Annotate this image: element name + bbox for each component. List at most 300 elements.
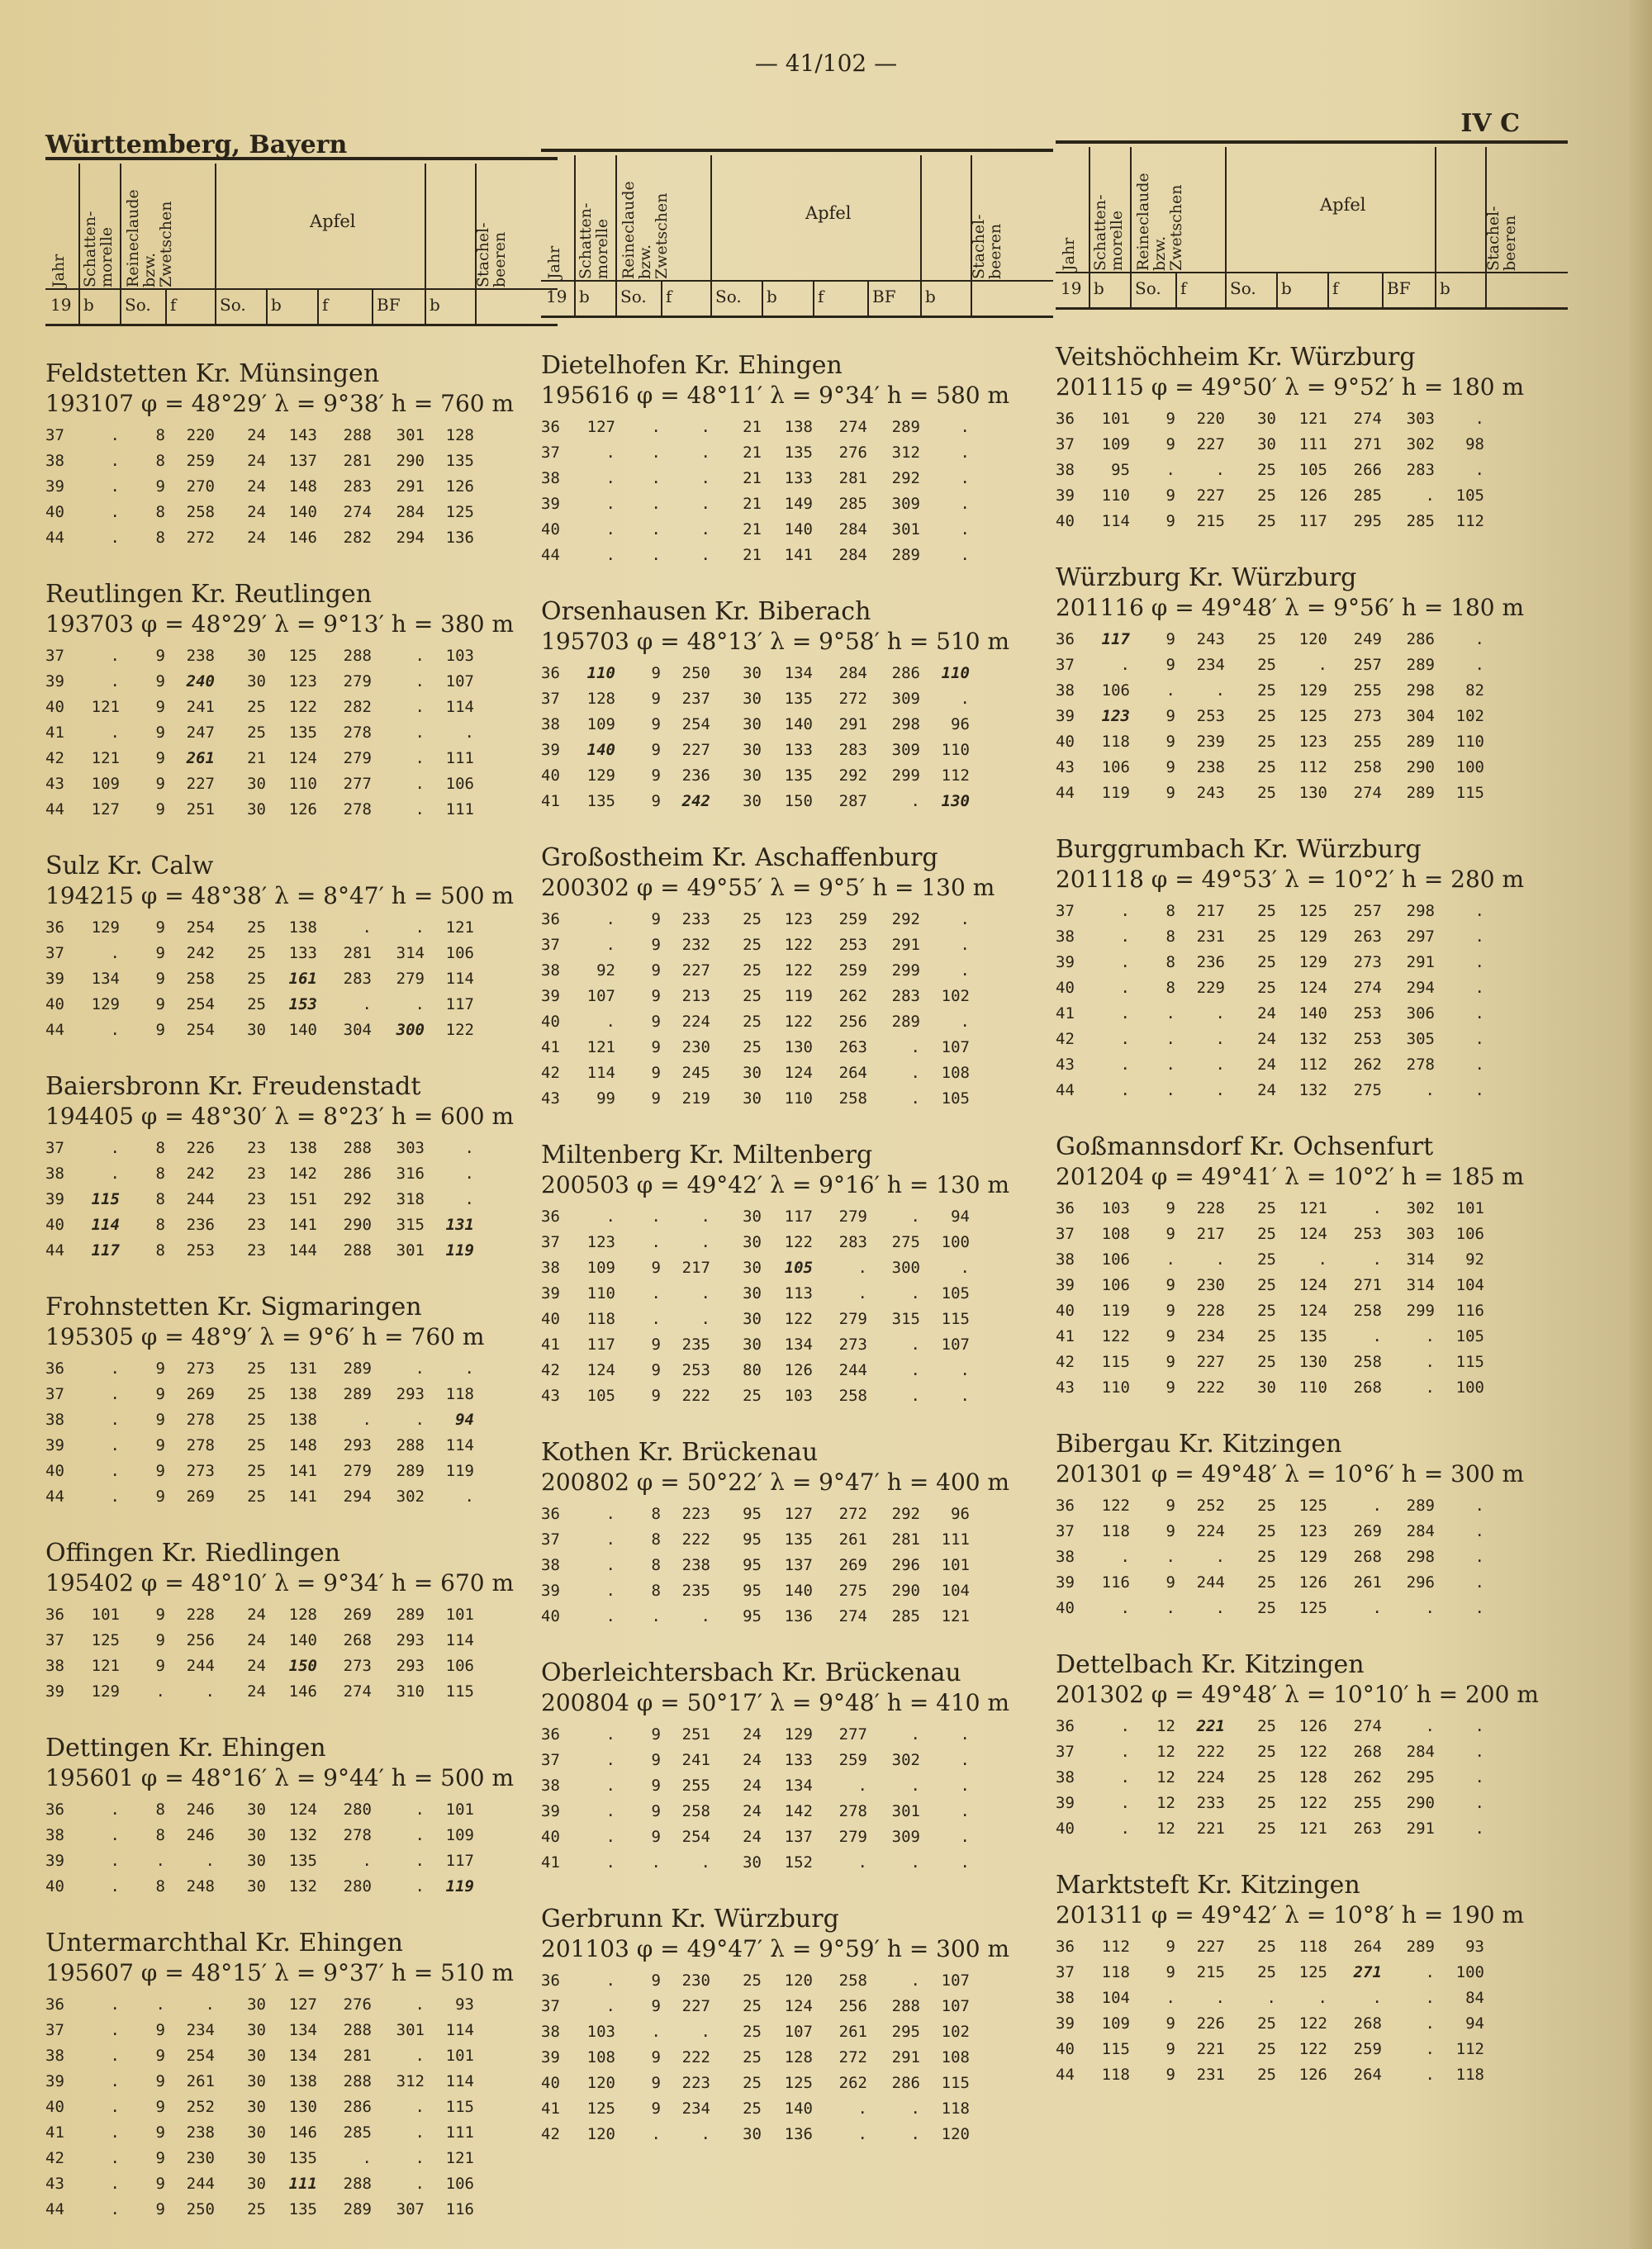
table-row <box>1056 457 1484 482</box>
table-cell: . <box>605 494 615 513</box>
station-table <box>541 906 970 1111</box>
table-cell: 9 <box>155 723 165 742</box>
table-cell: 8 <box>155 1215 165 1234</box>
table-cell: 126 <box>288 799 317 818</box>
table-cell: . <box>1425 1962 1435 1981</box>
table-cell: 285 <box>343 2123 372 2142</box>
table-cell: 126 <box>1298 486 1327 505</box>
station-block <box>541 843 1053 1111</box>
table-row <box>1056 2062 1484 2087</box>
table-cell: 253 <box>681 1360 710 1379</box>
table-cell: 150 <box>288 1656 317 1675</box>
table-row <box>45 1796 474 1822</box>
table-cell: . <box>960 1750 970 1769</box>
table-cell: 9 <box>651 1827 661 1846</box>
table-cell: 259 <box>838 1750 867 1769</box>
table-cell: 25 <box>1257 732 1276 751</box>
table-cell: 309 <box>891 740 920 759</box>
table-cell: 30 <box>247 671 266 690</box>
table-cell: 135 <box>288 2148 317 2167</box>
table-cell: 288 <box>343 2174 372 2193</box>
header-sub-label: f <box>1180 278 1187 298</box>
table-cell: 9 <box>1165 2039 1175 2058</box>
table-cell: 288 <box>343 425 372 444</box>
table-cell: 107 <box>941 1037 970 1056</box>
table-cell: 259 <box>186 451 215 470</box>
table-row <box>45 1135 474 1160</box>
table-cell: 283 <box>343 477 372 496</box>
table-cell: 36 <box>45 1800 64 1819</box>
table-cell: 314 <box>396 943 425 962</box>
table-cell: 286 <box>891 663 920 682</box>
table-cell: 9 <box>1165 655 1175 674</box>
table-cell: 24 <box>1257 1080 1276 1099</box>
table-cell: 112 <box>1455 2039 1484 2058</box>
table-cell: 281 <box>838 468 867 487</box>
table-cell: 121 <box>941 1606 970 1625</box>
table-cell: . <box>415 1359 425 1378</box>
table-cell: 9 <box>155 1630 165 1649</box>
table-cell: . <box>605 1853 615 1872</box>
table-cell: 116 <box>445 2199 474 2218</box>
table-cell: 289 <box>891 1012 920 1031</box>
table-cell: 252 <box>1196 1496 1225 1515</box>
table-cell: 9 <box>1165 629 1175 648</box>
table-cell: 291 <box>891 2047 920 2066</box>
table-row <box>45 2171 474 2196</box>
table-cell: . <box>605 1530 615 1549</box>
table-cell: 41 <box>541 2099 560 2118</box>
station-name: Sulz Kr. Calw <box>45 852 214 880</box>
table-cell: 272 <box>186 528 215 547</box>
table-cell: 107 <box>445 671 474 690</box>
table-cell: 143 <box>288 425 317 444</box>
table-cell: 104 <box>1455 1275 1484 1294</box>
table-cell: 37 <box>541 1750 560 1769</box>
table-cell: 135 <box>784 766 813 785</box>
table-cell: 289 <box>1406 655 1435 674</box>
table-cell: 30 <box>247 774 266 793</box>
table-cell: 9 <box>651 689 661 708</box>
table-cell: 121 <box>1298 1819 1327 1838</box>
table-cell: 30 <box>247 2148 266 2167</box>
table-cell: 38 <box>541 961 560 980</box>
table-cell: 24 <box>743 1827 762 1846</box>
table-row <box>541 932 970 957</box>
table-row <box>45 1381 474 1407</box>
table-cell: 93 <box>455 1995 474 2014</box>
table-cell: . <box>205 1995 215 2014</box>
table-row <box>1056 1985 1484 2010</box>
table-cell: 115 <box>445 2097 474 2116</box>
table-cell: 101 <box>1101 409 1130 428</box>
table-cell: 9 <box>1165 2014 1175 2033</box>
table-cell: 289 <box>1406 783 1435 802</box>
table-cell: 36 <box>1056 1496 1075 1515</box>
table-cell: . <box>1372 1250 1382 1269</box>
table-cell: 138 <box>784 417 813 436</box>
table-cell: 224 <box>681 1012 710 1031</box>
table-cell: 222 <box>1196 1378 1225 1397</box>
station-table <box>541 1203 970 1408</box>
table-cell: 125 <box>784 2073 813 2092</box>
table-cell: 309 <box>891 494 920 513</box>
table-cell: 129 <box>784 1725 813 1744</box>
table-cell: 254 <box>186 918 215 937</box>
table-cell: 253 <box>1196 706 1225 725</box>
table-cell: . <box>464 1359 474 1378</box>
table-cell: 300 <box>891 1258 920 1277</box>
table-cell: . <box>960 1776 970 1795</box>
table-cell: 40 <box>1056 978 1075 997</box>
header-sub-label: b <box>1281 278 1292 298</box>
table-cell: 229 <box>1196 978 1225 997</box>
table-cell: 115 <box>1101 1352 1130 1371</box>
header-sub-label: So. <box>1230 278 1256 298</box>
table-cell: . <box>110 425 120 444</box>
table-cell: 261 <box>838 1530 867 1549</box>
table-cell: 38 <box>1056 460 1075 479</box>
table-cell: 114 <box>445 969 474 988</box>
table-cell: 288 <box>343 646 372 665</box>
table-cell: 106 <box>1101 757 1130 776</box>
table-cell: . <box>605 1581 615 1600</box>
table-cell: 106 <box>1101 1250 1130 1269</box>
table-cell: 23 <box>247 1241 266 1260</box>
table-cell: . <box>1215 1055 1225 1074</box>
header-divider <box>425 164 426 325</box>
table-row <box>541 1034 970 1060</box>
table-row <box>1056 1195 1484 1221</box>
table-cell: 25 <box>1257 2065 1276 2084</box>
table-row <box>541 1798 970 1824</box>
station-table <box>45 1601 474 1704</box>
table-cell: . <box>960 1827 970 1846</box>
table-cell: 24 <box>1257 1004 1276 1022</box>
table-cell: . <box>155 1682 165 1701</box>
table-row <box>1056 626 1484 652</box>
station-coordinates: 201311 φ = 49°42′ λ = 10°8′ h = 190 m <box>1056 1901 1525 1929</box>
table-cell: . <box>1120 1029 1130 1048</box>
table-row <box>541 1552 970 1578</box>
table-cell: . <box>910 2124 920 2143</box>
table-cell: 102 <box>1455 706 1484 725</box>
table-cell: 273 <box>186 1461 215 1480</box>
table-cell: 274 <box>1353 409 1382 428</box>
table-cell: . <box>415 697 425 716</box>
table-row <box>1056 508 1484 534</box>
table-cell: 121 <box>1298 1198 1327 1217</box>
table-cell: 279 <box>343 671 372 690</box>
table-cell: 224 <box>1196 1521 1225 1540</box>
table-cell: 119 <box>784 986 813 1005</box>
table-cell: 213 <box>681 986 710 1005</box>
table-cell: 41 <box>541 1853 560 1872</box>
station-block <box>1056 835 1568 1103</box>
table-cell: 25 <box>247 943 266 962</box>
table-cell: 120 <box>784 1971 813 1990</box>
table-cell: 126 <box>445 477 474 496</box>
header-jahr: Jahr <box>545 245 563 279</box>
table-cell: 231 <box>1196 2065 1225 2084</box>
table-cell: 9 <box>1165 1521 1175 1540</box>
table-cell: 118 <box>586 1309 615 1328</box>
station-name: Oberleichtersbach Kr. Brückenau <box>541 1658 961 1687</box>
table-cell: 275 <box>891 1232 920 1251</box>
header-sub-label: f <box>170 295 177 315</box>
table-cell: 283 <box>343 969 372 988</box>
table-cell: 30 <box>247 2020 266 2039</box>
table-cell: 41 <box>1056 1326 1075 1345</box>
table-cell: 254 <box>681 714 710 733</box>
table-cell: . <box>1215 1988 1225 2007</box>
table-cell: 290 <box>891 1581 920 1600</box>
table-cell: 141 <box>288 1461 317 1480</box>
table-cell: 39 <box>541 740 560 759</box>
table-cell: 25 <box>1257 1598 1276 1617</box>
table-cell: 37 <box>541 1232 560 1251</box>
table-row <box>541 1306 970 1331</box>
table-cell: 21 <box>743 494 762 513</box>
table-cell: 138 <box>288 1410 317 1429</box>
table-cell: . <box>1120 978 1130 997</box>
table-cell: 23 <box>247 1215 266 1234</box>
table-cell: . <box>700 468 710 487</box>
station-table <box>541 660 970 814</box>
table-cell: 283 <box>891 986 920 1005</box>
table-cell: 301 <box>891 520 920 539</box>
table-cell: . <box>605 909 615 928</box>
table-cell: 44 <box>45 1241 64 1260</box>
header-sub-label: b <box>271 295 282 315</box>
table-cell: 151 <box>288 1189 317 1208</box>
table-row <box>1056 1933 1484 1959</box>
table-cell: 112 <box>1455 511 1484 530</box>
table-cell: . <box>960 443 970 462</box>
table-cell: 141 <box>288 1487 317 1506</box>
table-cell: 43 <box>541 1089 560 1108</box>
table-cell: 38 <box>1056 1988 1075 2007</box>
table-cell: 251 <box>681 1725 710 1744</box>
table-cell: 273 <box>1353 952 1382 971</box>
table-cell: 105 <box>941 1283 970 1302</box>
table-cell: 215 <box>1196 1962 1225 1981</box>
table-cell: 118 <box>1101 732 1130 751</box>
table-cell: . <box>415 2148 425 2167</box>
table-cell: 269 <box>343 1605 372 1624</box>
table-row <box>1056 1272 1484 1298</box>
header-divider <box>1130 147 1132 309</box>
table-row <box>541 2121 970 2147</box>
header-bottom-rule <box>45 324 558 326</box>
table-cell: 279 <box>838 1207 867 1226</box>
table-cell: 9 <box>1165 1962 1175 1981</box>
table-cell: 37 <box>1056 1224 1075 1243</box>
table-cell: 137 <box>784 1827 813 1846</box>
table-cell: 21 <box>743 417 762 436</box>
table-cell: 115 <box>1455 783 1484 802</box>
table-cell: 237 <box>681 689 710 708</box>
table-cell: 152 <box>784 1853 813 1872</box>
table-cell: 38 <box>1056 1250 1075 1269</box>
table-cell: . <box>605 1971 615 1990</box>
table-cell: 9 <box>155 748 165 767</box>
table-cell: 23 <box>247 1189 266 1208</box>
table-cell: . <box>700 494 710 513</box>
table-cell: 100 <box>1455 1378 1484 1397</box>
table-cell: 117 <box>1298 511 1327 530</box>
table-cell: 118 <box>941 2099 970 2118</box>
table-cell: 43 <box>541 1386 560 1405</box>
table-row <box>541 1967 970 1993</box>
table-cell: 284 <box>838 663 867 682</box>
header-sub-label: f <box>1332 278 1339 298</box>
table-cell: 150 <box>784 791 813 810</box>
station-block <box>1056 563 1568 805</box>
table-cell: 24 <box>743 1776 762 1795</box>
table-cell: . <box>110 477 120 496</box>
table-row <box>1056 482 1484 508</box>
table-cell: 262 <box>838 2073 867 2092</box>
table-cell: 271 <box>1353 434 1382 453</box>
station-name: Veitshöchheim Kr. Würzburg <box>1056 343 1416 372</box>
table-cell: . <box>415 1800 425 1819</box>
table-cell: 36 <box>1056 409 1075 428</box>
table-cell: 25 <box>247 1435 266 1454</box>
table-cell: . <box>960 1258 970 1277</box>
table-cell: . <box>910 1335 920 1354</box>
table-cell: 25 <box>1257 927 1276 946</box>
table-row <box>45 796 474 822</box>
table-cell: 129 <box>91 918 120 937</box>
table-cell: 124 <box>586 1360 615 1379</box>
table-cell: 96 <box>951 714 970 733</box>
table-cell: 136 <box>784 1606 813 1625</box>
table-cell: 30 <box>247 2071 266 2090</box>
table-cell: 9 <box>651 791 661 810</box>
table-cell: 258 <box>186 969 215 988</box>
table-cell: 9 <box>155 2097 165 2116</box>
table-cell: 30 <box>743 1309 762 1328</box>
table-cell: 133 <box>784 740 813 759</box>
header-sub-label: f <box>666 287 672 306</box>
table-cell: . <box>1372 1198 1382 1217</box>
table-cell: 247 <box>186 723 215 742</box>
table-cell: 125 <box>586 2099 615 2118</box>
table-cell: . <box>362 1851 372 1870</box>
table-row <box>45 914 474 940</box>
column-2 <box>541 149 1053 2147</box>
table-cell: . <box>110 1410 120 1429</box>
table-cell: 110 <box>1101 486 1130 505</box>
table-row <box>541 1526 970 1552</box>
table-cell: . <box>110 2174 120 2193</box>
table-cell: 37 <box>45 1384 64 1403</box>
table-cell: 121 <box>445 918 474 937</box>
table-cell: . <box>1425 1080 1435 1099</box>
table-cell: 222 <box>681 2047 710 2066</box>
table-cell: 9 <box>651 1258 661 1277</box>
table-row <box>1056 1569 1484 1595</box>
table-cell: 125 <box>1298 706 1327 725</box>
table-cell: . <box>110 2020 120 2039</box>
table-cell: . <box>155 1995 165 2014</box>
table-cell: . <box>415 799 425 818</box>
station-table <box>1056 898 1484 1103</box>
table-cell: 40 <box>1056 1819 1075 1838</box>
table-cell: 137 <box>784 1555 813 1574</box>
header-sub-label: 19 <box>1061 278 1082 298</box>
table-cell: 278 <box>343 1825 372 1844</box>
table-cell: 115 <box>445 1682 474 1701</box>
table-cell: 161 <box>288 969 317 988</box>
table-cell: 9 <box>651 935 661 954</box>
table-cell: 38 <box>45 1825 64 1844</box>
table-cell: 274 <box>1353 978 1382 997</box>
table-cell: 289 <box>396 1605 425 1624</box>
table-cell: 109 <box>586 714 615 733</box>
header-stachelbeeren: Stachel- beeren <box>1484 206 1519 271</box>
table-cell: 40 <box>541 1606 560 1625</box>
table-cell: 42 <box>1056 1029 1075 1048</box>
table-row <box>45 1483 474 1509</box>
table-cell: 114 <box>445 1630 474 1649</box>
table-cell: 227 <box>186 774 215 793</box>
table-cell: 287 <box>838 791 867 810</box>
table-cell: 111 <box>445 799 474 818</box>
table-cell: 278 <box>343 799 372 818</box>
table-cell: 36 <box>541 663 560 682</box>
table-cell: . <box>651 1232 661 1251</box>
table-cell: 44 <box>45 1487 64 1506</box>
table-cell: 43 <box>45 774 64 793</box>
table-cell: . <box>1215 1004 1225 1022</box>
station-name: Untermarchthal Kr. Ehingen <box>45 1929 403 1957</box>
table-cell: 262 <box>1353 1767 1382 1786</box>
table-row <box>541 957 970 983</box>
table-cell: 121 <box>91 697 120 716</box>
table-cell: 290 <box>1406 1793 1435 1812</box>
table-cell: 12 <box>1156 1793 1175 1812</box>
table-cell: 295 <box>1353 511 1382 530</box>
table-cell: 235 <box>681 1335 710 1354</box>
table-cell: 112 <box>1298 1055 1327 1074</box>
table-cell: 222 <box>681 1386 710 1405</box>
table-cell: 42 <box>541 2124 560 2143</box>
table-cell: . <box>651 1853 661 1872</box>
table-cell: . <box>700 1232 710 1251</box>
table-cell: 301 <box>891 1801 920 1820</box>
table-cell: 224 <box>1196 1767 1225 1786</box>
table-cell: . <box>1474 460 1484 479</box>
table-cell: 30 <box>1257 1378 1276 1397</box>
station-coordinates: 201204 φ = 49°41′ λ = 10°2′ h = 185 m <box>1056 1163 1525 1190</box>
table-cell: 37 <box>541 935 560 954</box>
table-row <box>1056 1739 1484 1764</box>
table-cell: . <box>110 1020 120 1039</box>
table-cell: 121 <box>91 1656 120 1675</box>
table-cell: 293 <box>396 1630 425 1649</box>
table-cell: 284 <box>838 520 867 539</box>
table-row <box>1056 1518 1484 1544</box>
table-cell: 217 <box>681 1258 710 1277</box>
table-cell: . <box>857 1853 867 1872</box>
header-sub-label: b <box>83 295 94 315</box>
station-name: Miltenberg Kr. Miltenberg <box>541 1141 873 1170</box>
table-cell: 140 <box>288 1020 317 1039</box>
table-cell: 25 <box>743 1996 762 2015</box>
table-cell: 269 <box>186 1384 215 1403</box>
